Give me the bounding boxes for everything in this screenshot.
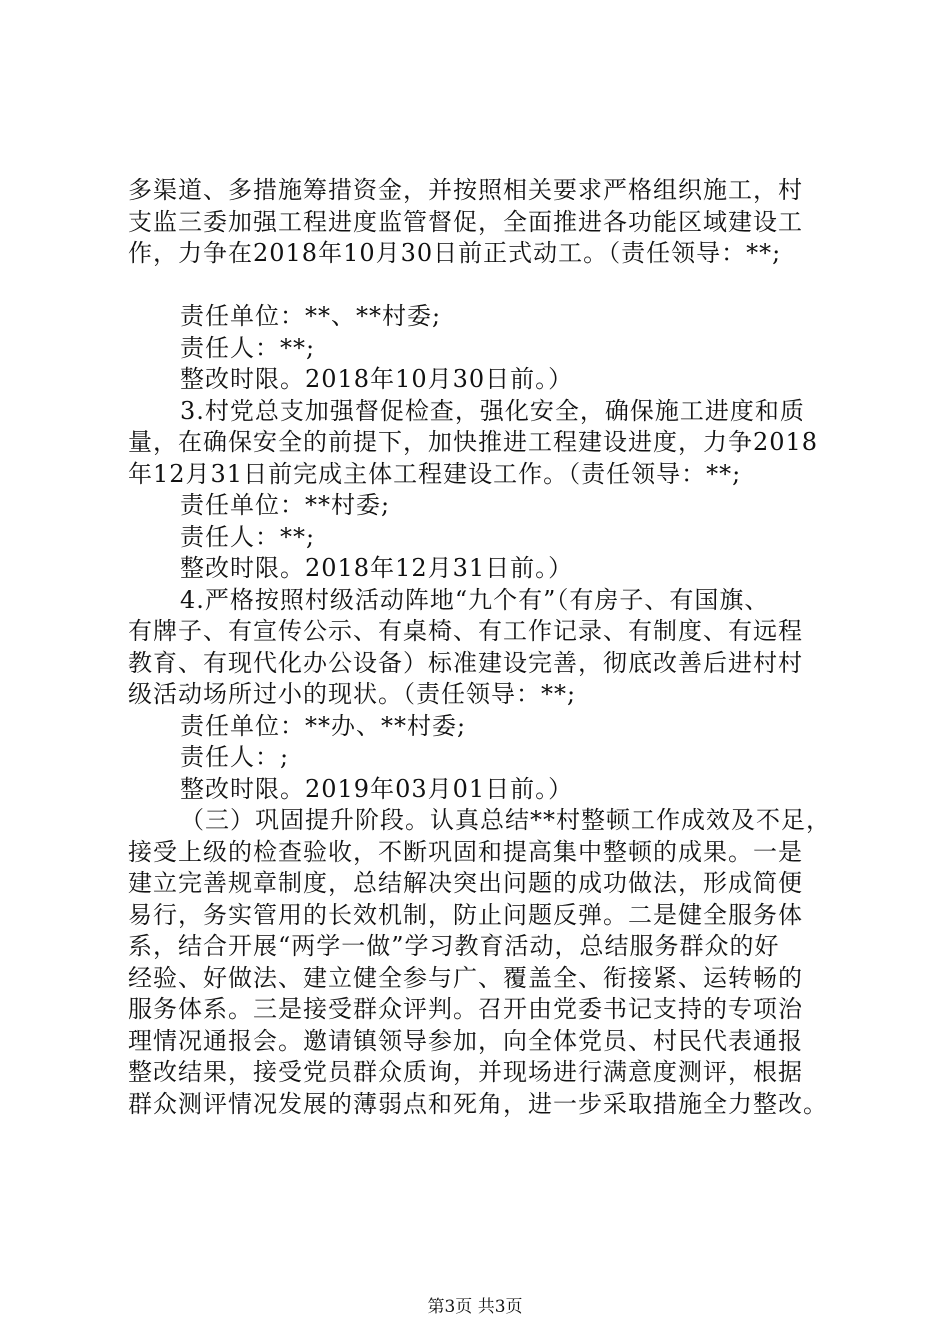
text-line: 整改时限。2018年12月31日前。） — [180, 554, 574, 582]
text-line: 有牌子、有宣传公示、有桌椅、有工作记录、有制度、有远程 — [128, 617, 803, 645]
text-line: 作，力争在2018年10月30日前正式动工。（责任领导：**; — [128, 239, 782, 267]
text-line: 群众测评情况发展的薄弱点和死角，进一步采取措施全力整改。 — [128, 1089, 828, 1118]
text-line: 建立完善规章制度，总结解决突出问题的成功做法，形成简便 — [128, 869, 803, 897]
text-line: 经验、好做法、建立健全参与广、覆盖全、衔接紧、运转畅的 — [128, 963, 803, 992]
document-body — [128, 175, 831, 1120]
text-line: 责任单位：**、**村委; — [180, 302, 442, 330]
text-line: 教育、有现代化办公设备）标准建设完善，彻底改善后进村村 — [128, 648, 803, 677]
text-line: 多渠道、多措施筹措资金，并按照相关要求严格组织施工，村 — [128, 176, 803, 204]
text-line: 责任单位：**办、**村委; — [180, 711, 467, 740]
text-line: 服务体系。三是接受群众评判。召开由党委书记支持的专项治 — [128, 995, 803, 1023]
text-line: 易行，务实管用的长效机制，防止问题反弹。二是健全服务体 — [128, 900, 803, 929]
text-line: 整改时限。2018年10月30日前。） — [180, 365, 574, 393]
text-line: 责任单位：**村委; — [180, 491, 391, 519]
page-number-label: 第3页 共3页 — [427, 1297, 523, 1317]
text-line: 理情况通报会。邀请镇领导参加，向全体党员、村民代表通报 — [128, 1026, 803, 1055]
text-line: 整改结果，接受党员群众质询，并现场进行满意度测评，根据 — [128, 1058, 803, 1086]
text-line: 系，结合开展“两学一做”学习教育活动，总结服务群众的好 — [128, 932, 780, 960]
text-line: 年12月31日前完成主体工程建设工作。（责任领导：**; — [128, 459, 742, 488]
text-line: 级活动场所过小的现状。（责任领导：**; — [128, 680, 577, 708]
text-line: 接受上级的检查验收，不断巩固和提高集中整顿的成果。一是 — [128, 837, 803, 866]
text-line: 整改时限。2019年03月01日前。） — [180, 774, 574, 803]
page-footer — [0, 1297, 950, 1317]
text-line: 责任人：**; — [180, 333, 316, 362]
paragraph-gap — [128, 270, 828, 302]
text-line: 支监三委加强工程进度监管督促，全面推进各功能区域建设工 — [128, 207, 803, 236]
text-line: 责任人：**; — [180, 522, 316, 551]
text-line: 4.严格按照村级活动阵地“九个有”（有房子、有国旗、 — [180, 585, 770, 614]
text-line: 量，在确保安全的前提下，加快推进工程建设进度，力争2018 — [128, 428, 819, 456]
text-line: （三）巩固提升阶段。认真总结**村整顿工作成效及不足， — [180, 806, 831, 834]
text-line: 3.村党总支加强督促检查，强化安全，确保施工进度和质 — [180, 396, 805, 425]
text-line: 责任人：; — [180, 743, 290, 771]
